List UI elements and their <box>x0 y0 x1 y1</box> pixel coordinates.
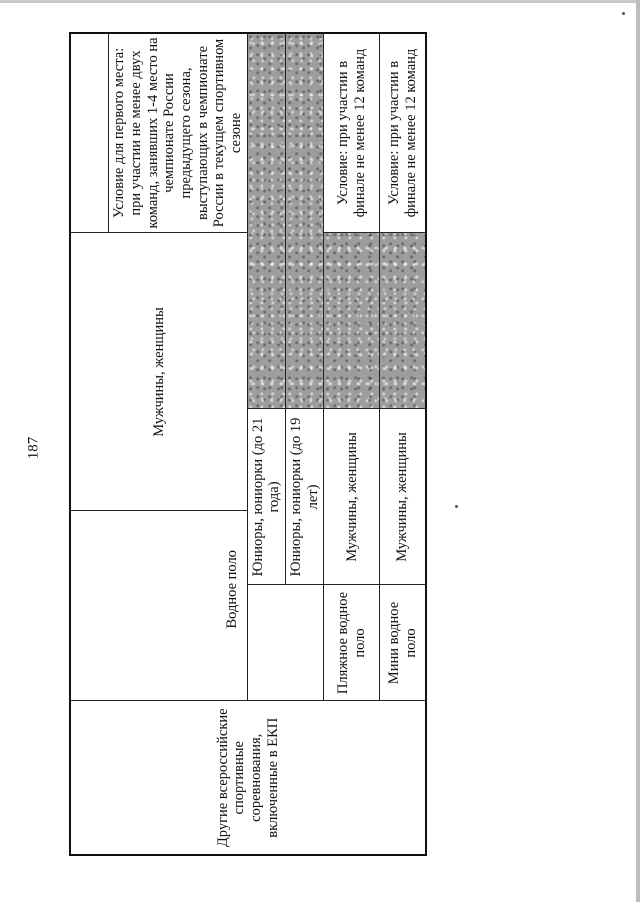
condition-mini-cell: Условие: при участии в финале не менее 12 команд <box>380 33 426 233</box>
rotated-table-container <box>69 34 419 856</box>
group-juniors-19-cell: Юниоры, юниорки (до 19 лет) <box>286 409 324 585</box>
discipline-mini-water-polo-cell: Мини водное поло <box>380 585 426 701</box>
scan-edge-top <box>0 0 640 3</box>
scan-speck <box>622 12 625 15</box>
condition-beach-cell: Условие: при участии в финале не менее 12 команд <box>324 33 380 233</box>
group-men-women-beach-cell: Мужчины, женщины <box>324 409 380 585</box>
sports-standards-table <box>69 32 427 856</box>
shaded-cell <box>286 33 324 409</box>
page-number: 187 <box>25 436 42 460</box>
discipline-beach-water-polo-cell: Пляжное водное поло <box>324 585 380 701</box>
scan-edge-right <box>636 0 640 902</box>
shaded-cell <box>324 233 380 409</box>
water-polo-subcell <box>247 585 324 701</box>
table-row <box>70 33 109 855</box>
blank-cell <box>70 33 109 233</box>
group-men-women-mini-cell: Мужчины, женщины <box>380 409 426 585</box>
scan-speck <box>455 505 458 508</box>
shaded-cell <box>380 233 426 409</box>
group-juniors-21-cell: Юниоры, юниорки (до 21 года) <box>247 409 285 585</box>
condition-first-place-cell: Условие для первого места: при участии не менее двух команд, занявших 1-4 место на чемпионате России предыдущего сезона, выступающих в чемпионате России в текущем спортивном сезоне <box>109 33 247 233</box>
category-cell: Другие всероссийские спортивные соревнования, включенные в ЕКП <box>70 701 426 855</box>
group-men-women-cell: Мужчины, женщины <box>70 233 247 511</box>
shaded-cell <box>247 33 285 409</box>
discipline-water-polo-cell: Водное поло <box>70 511 247 701</box>
